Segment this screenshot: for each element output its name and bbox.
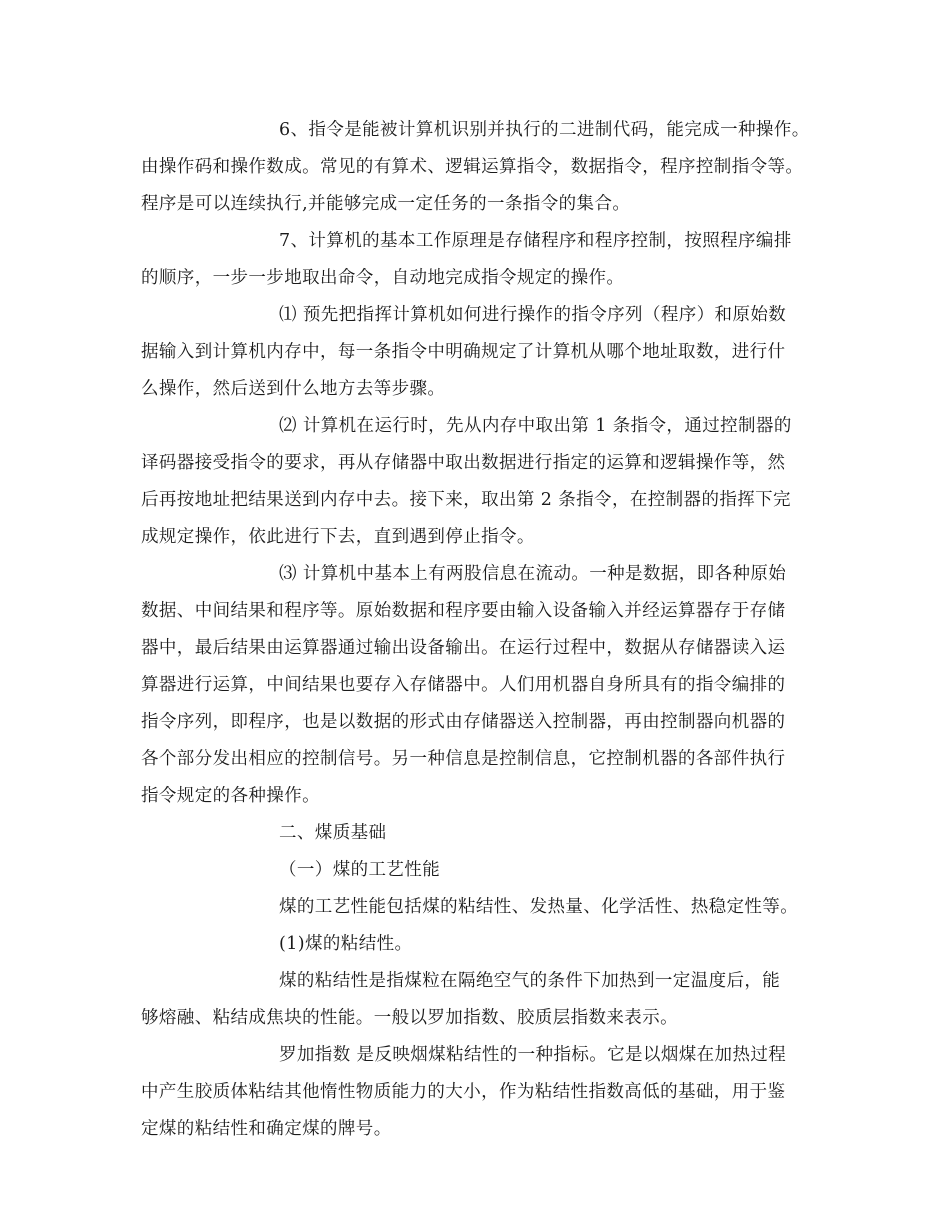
text-line: 中产生胶质体粘结其他惰性物质能力的大小，作为粘结性指数高低的基础，用于鉴 <box>141 1082 786 1102</box>
text-line: ⑴ 预先把指挥计算机如何进行操作的指令序列（程序）和原始数 <box>279 305 787 325</box>
text-line: 程序是可以连续执行,并能够完成一定任务的一条指令的集合。 <box>141 194 631 214</box>
text-line: 煤的工艺性能包括煤的粘结性、发热量、化学活性、热稳定性等。 <box>279 897 799 917</box>
text-line: 定煤的粘结性和确定煤的牌号。 <box>141 1119 392 1139</box>
text-line: 成规定操作，依此进行下去，直到遇到停止指令。 <box>141 527 535 547</box>
text-line: 算器进行运算，中间结果也要存入存储器中。人们用机器自身所具有的指令编排的 <box>141 675 786 695</box>
text-line: 么操作，然后送到什么地方去等步骤。 <box>141 379 446 399</box>
text-line: 6、指令是能被计算机识别并执行的二进制代码，能完成一种操作。 <box>279 120 810 140</box>
text-line: 指令规定的各种操作。 <box>141 786 320 806</box>
text-line: 煤的粘结性是指煤粒在隔绝空气的条件下加热到一定温度后，能 <box>279 971 781 991</box>
text-line: 的顺序，一步一步地取出命令，自动地完成指令规定的操作。 <box>141 268 625 288</box>
text-line: 数据、中间结果和程序等。原始数据和程序要由输入设备输入并经运算器存于存储 <box>141 601 786 621</box>
list-item-heading: (1)煤的粘结性。 <box>279 934 413 954</box>
text-line: 7、计算机的基本工作原理是存储程序和程序控制，按照程序编排 <box>279 231 792 251</box>
text-line: ⑵ 计算机在运行时，先从内存中取出第 1 条指令，通过控制器的 <box>279 416 792 436</box>
text-line: ⑶ 计算机中基本上有两股信息在流动。一种是数据，即各种原始 <box>279 564 787 584</box>
section-heading: 二、煤质基础 <box>279 823 387 843</box>
text-line: 据输入到计算机内存中，每一条指令中明确规定了计算机从哪个地址取数，进行什 <box>141 342 786 362</box>
text-line: 罗加指数 是反映烟煤粘结性的一种指标。它是以烟煤在加热过程 <box>279 1045 787 1065</box>
text-line: 译码器接受指令的要求，再从存储器中取出数据进行指定的运算和逻辑操作等，然 <box>141 453 786 473</box>
text-line: 由操作码和操作数成。常见的有算术、逻辑运算指令，数据指令，程序控制指令等。 <box>141 157 804 177</box>
text-line: 各个部分发出相应的控制信号。另一种信息是控制信息，它控制机器的各部件执行 <box>141 749 786 769</box>
text-line: 够熔融、粘结成焦块的性能。一般以罗加指数、胶质层指数来表示。 <box>141 1008 678 1028</box>
text-line: 指令序列，即程序，也是以数据的形式由存储器送入控制器，再由控制器向机器的 <box>141 712 786 732</box>
text-line: 器中，最后结果由运算器通过输出设备输出。在运行过程中，数据从存储器读入运 <box>141 638 786 658</box>
text-line: 后再按地址把结果送到内存中去。接下来，取出第 2 条指令，在控制器的指挥下完 <box>141 490 791 510</box>
subsection-heading: （一）煤的工艺性能 <box>279 860 441 880</box>
